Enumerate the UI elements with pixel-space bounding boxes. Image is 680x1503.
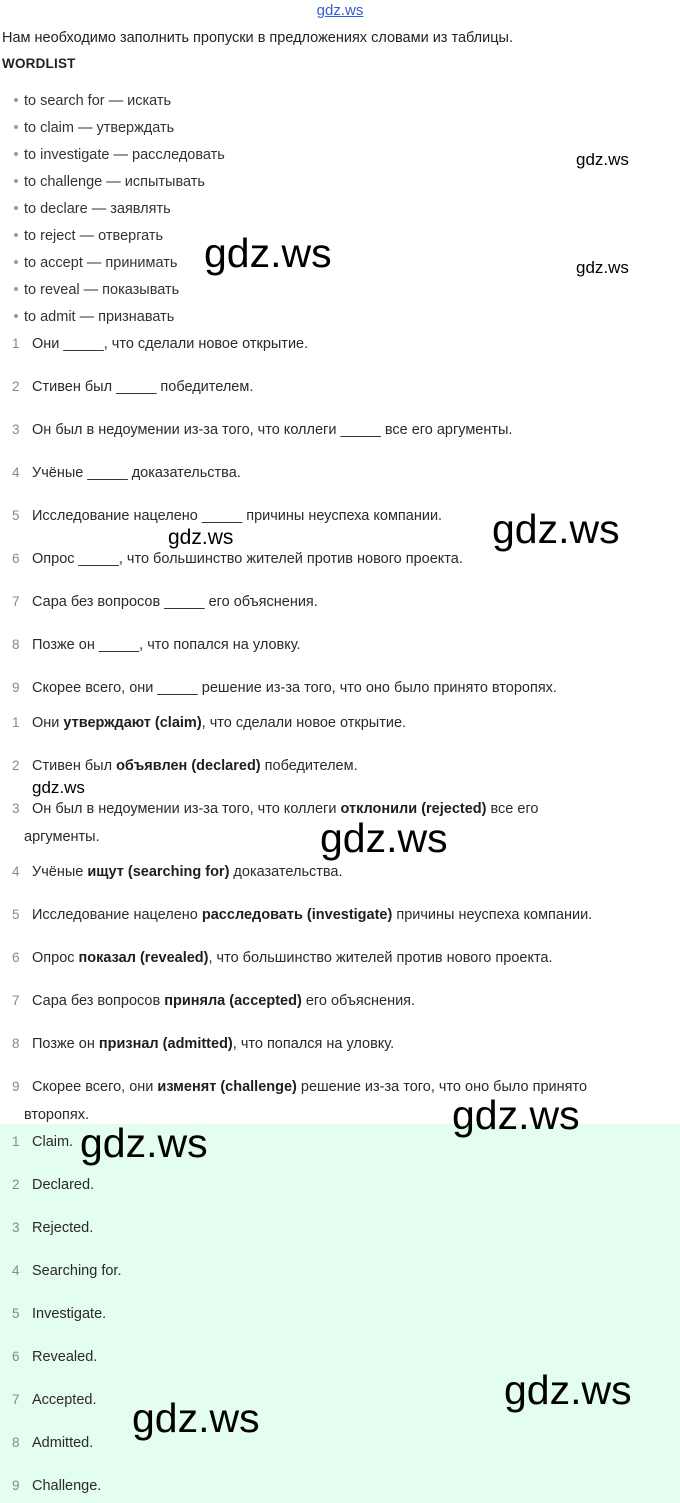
wordlist-item: to challenge — испытывать [14, 174, 205, 190]
wordlist-title: WORDLIST [2, 56, 76, 71]
answer-number: 7 [12, 1392, 20, 1407]
answer-number: 9 [12, 1478, 20, 1493]
task-text: Исследование нацелено _____ причины неуспеха компании. [32, 508, 443, 524]
bullet-icon [14, 314, 18, 318]
translation-text: Скорее всего, они изменят (challenge) решение из-за того, что оно было принято [32, 1079, 588, 1095]
translation-text: Учёные ищут (searching for) доказательства. [32, 864, 343, 880]
translation-number: 9 [12, 1079, 20, 1094]
watermark: gdz.ws [492, 506, 620, 552]
watermark: gdz.ws [576, 258, 629, 277]
answer-text: Revealed. [32, 1349, 98, 1365]
translation-number: 8 [12, 1036, 20, 1051]
answer-text: Claim. [32, 1134, 74, 1150]
task-text: Скорее всего, они _____ решение из-за того, что оно было принято второпях. [32, 680, 557, 696]
translation-text: Они утверждают (claim), что сделали новое открытие. [32, 715, 407, 731]
answer-number: 4 [12, 1263, 20, 1278]
task-text: Стивен был _____ победителем. [32, 379, 254, 395]
wordlist-item: to reveal — показывать [14, 282, 179, 298]
watermark: gdz.ws [204, 230, 332, 276]
translation-text: Позже он признал (admitted), что попался на уловку. [32, 1036, 395, 1052]
bullet-icon [14, 125, 18, 129]
wordlist-item: to claim — утверждать [14, 120, 174, 136]
bullet-icon [14, 152, 18, 156]
answer-text: Investigate. [32, 1306, 107, 1322]
task-number: 7 [12, 594, 20, 609]
watermark: gdz.ws [32, 778, 85, 797]
watermark-top-link[interactable]: gdz.ws [316, 2, 364, 19]
translation-number: 2 [12, 758, 20, 773]
wordlist-item: to accept — принимать [14, 255, 177, 271]
task-text: Они _____, что сделали новое открытие. [32, 336, 309, 352]
watermark: gdz.ws [504, 1367, 632, 1413]
translation-text: Он был в недоумении из-за того, что коллеги отклонили (rejected) все его [32, 801, 539, 817]
translation-text: Стивен был объявлен (declared) победителем. [32, 758, 358, 774]
answer-number: 1 [12, 1134, 20, 1149]
task-number: 2 [12, 379, 20, 394]
watermark: gdz.ws [320, 815, 448, 861]
translation-text: Исследование нацелено расследовать (investigate) причины неуспеха компании. [32, 907, 593, 923]
task-number: 1 [12, 336, 20, 351]
task-number: 4 [12, 465, 20, 480]
wordlist-item: to reject — отвергать [14, 228, 163, 244]
answer-text: Rejected. [32, 1220, 94, 1236]
task-text: Позже он _____, что попался на уловку. [32, 637, 301, 653]
task-text: Он был в недоумении из-за того, что коллеги _____ все его аргументы. [32, 422, 513, 438]
translation-text: Опрос показал (revealed), что большинство жителей против нового проекта. [32, 950, 553, 966]
watermark: gdz.ws [168, 526, 234, 549]
task-number: 6 [12, 551, 20, 566]
task-text: Опрос _____, что большинство жителей против нового проекта. [32, 551, 463, 567]
wordlist-item: to declare — заявлять [14, 201, 171, 217]
wordlist-item: to search for — искать [14, 93, 171, 109]
task-text: Учёные _____ доказательства. [32, 465, 241, 481]
translation-text: Сара без вопросов приняла (accepted) его объяснения. [32, 993, 416, 1009]
bullet-icon [14, 98, 18, 102]
wordlist-item: to admit — признавать [14, 309, 174, 325]
answer-number: 3 [12, 1220, 20, 1235]
watermark: gdz.ws [452, 1092, 580, 1138]
translation-number: 7 [12, 993, 20, 1008]
answer-text: Challenge. [32, 1478, 102, 1494]
task-number: 5 [12, 508, 20, 523]
answer-text: Admitted. [32, 1435, 94, 1451]
answer-text: Accepted. [32, 1392, 97, 1408]
answer-number: 8 [12, 1435, 20, 1450]
bullet-icon [14, 287, 18, 291]
watermark: gdz.ws [576, 150, 629, 169]
bullet-icon [14, 206, 18, 210]
translation-number: 6 [12, 950, 20, 965]
translation-number: 4 [12, 864, 20, 879]
answer-number: 6 [12, 1349, 20, 1364]
wordlist-item: to investigate — расследовать [14, 147, 225, 163]
answer-text: Declared. [32, 1177, 95, 1193]
translation-number: 1 [12, 715, 20, 730]
bullet-icon [14, 260, 18, 264]
task-text: Сара без вопросов _____ его объяснения. [32, 594, 318, 610]
answer-text: Searching for. [32, 1263, 122, 1279]
bullet-icon [14, 233, 18, 237]
answer-number: 2 [12, 1177, 20, 1192]
translation-number: 5 [12, 907, 20, 922]
translation-number: 3 [12, 801, 20, 816]
watermark: gdz.ws [132, 1395, 260, 1441]
intro-text: Нам необходимо заполнить пропуски в предложениях словами из таблицы. [2, 30, 513, 46]
answer-number: 5 [12, 1306, 20, 1321]
task-number: 8 [12, 637, 20, 652]
task-number: 3 [12, 422, 20, 437]
task-number: 9 [12, 680, 20, 695]
watermark: gdz.ws [80, 1120, 208, 1166]
bullet-icon [14, 179, 18, 183]
